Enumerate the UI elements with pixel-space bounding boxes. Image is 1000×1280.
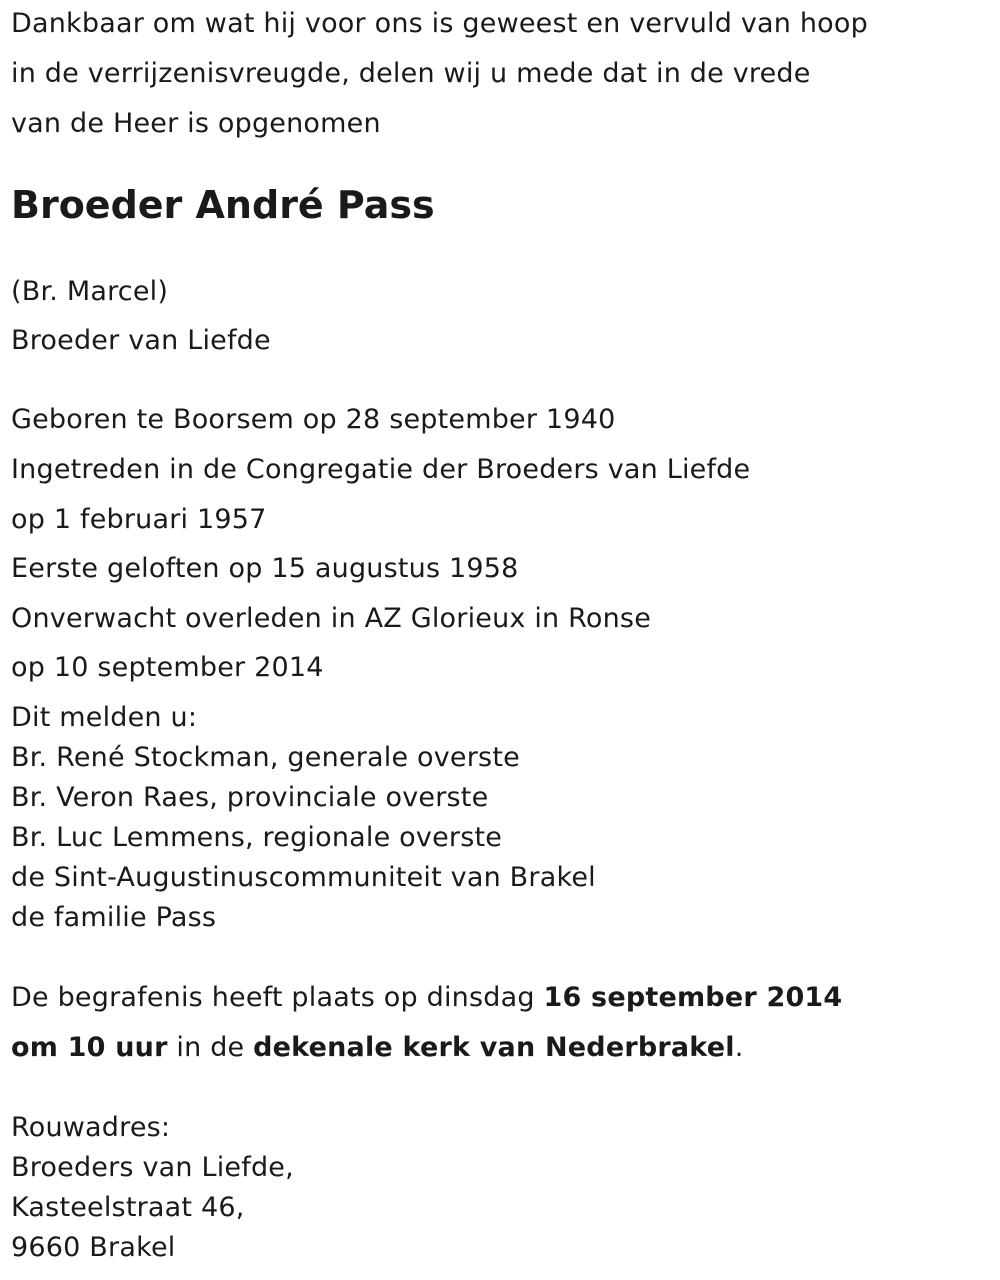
announcer-item: de familie Pass <box>11 902 217 933</box>
life-line-birth: Geboren te Boorsem op 28 september 1940 <box>11 404 616 435</box>
funeral-line-2 <box>11 1032 744 1063</box>
funeral-place: dekenale kerk van Nederbrakel <box>253 1032 735 1063</box>
intro-line-1: Dankbaar om wat hij voor ons is geweest en vervuld van hoop <box>11 8 868 39</box>
order-name: Broeder van Liefde <box>11 325 271 356</box>
life-line-death-date: op 10 september 2014 <box>11 652 324 683</box>
announcer-item: Br. Veron Raes, provinciale overste <box>11 782 489 813</box>
life-line-vows: Eerste geloften op 15 augustus 1958 <box>11 553 519 584</box>
funeral-date: 16 september 2014 <box>543 982 843 1013</box>
funeral-prefix: De begrafenis heeft plaats op dinsdag <box>11 982 544 1013</box>
life-line-entered: Ingetreden in de Congregatie der Broeders van Liefde <box>11 454 751 485</box>
funeral-mid: in de <box>167 1032 254 1063</box>
life-line-entered-date: op 1 februari 1957 <box>11 504 267 535</box>
intro-line-2: in de verrijzenisvreugde, delen wij u mede dat in de vrede <box>11 58 811 89</box>
announcers-heading: Dit melden u: <box>11 702 198 733</box>
address-line: Kasteelstraat 46, <box>11 1192 245 1223</box>
announcer-item: Br. René Stockman, generale overste <box>11 742 520 773</box>
funeral-line-1 <box>11 982 842 1013</box>
funeral-end: . <box>734 1032 744 1063</box>
funeral-time: om 10 uur <box>11 1032 168 1063</box>
address-heading: Rouwadres: <box>11 1112 171 1143</box>
alias: (Br. Marcel) <box>11 276 169 307</box>
deceased-name: Broeder André Pass <box>11 183 435 227</box>
life-line-death: Onverwacht overleden in AZ Glorieux in Ronse <box>11 603 652 634</box>
announcer-item: Br. Luc Lemmens, regionale overste <box>11 822 503 853</box>
address-line: 9660 Brakel <box>11 1232 176 1263</box>
address-line: Broeders van Liefde, <box>11 1152 294 1183</box>
announcer-item: de Sint-Augustinuscommuniteit van Brakel <box>11 862 596 893</box>
intro-line-3: van de Heer is opgenomen <box>11 108 381 139</box>
